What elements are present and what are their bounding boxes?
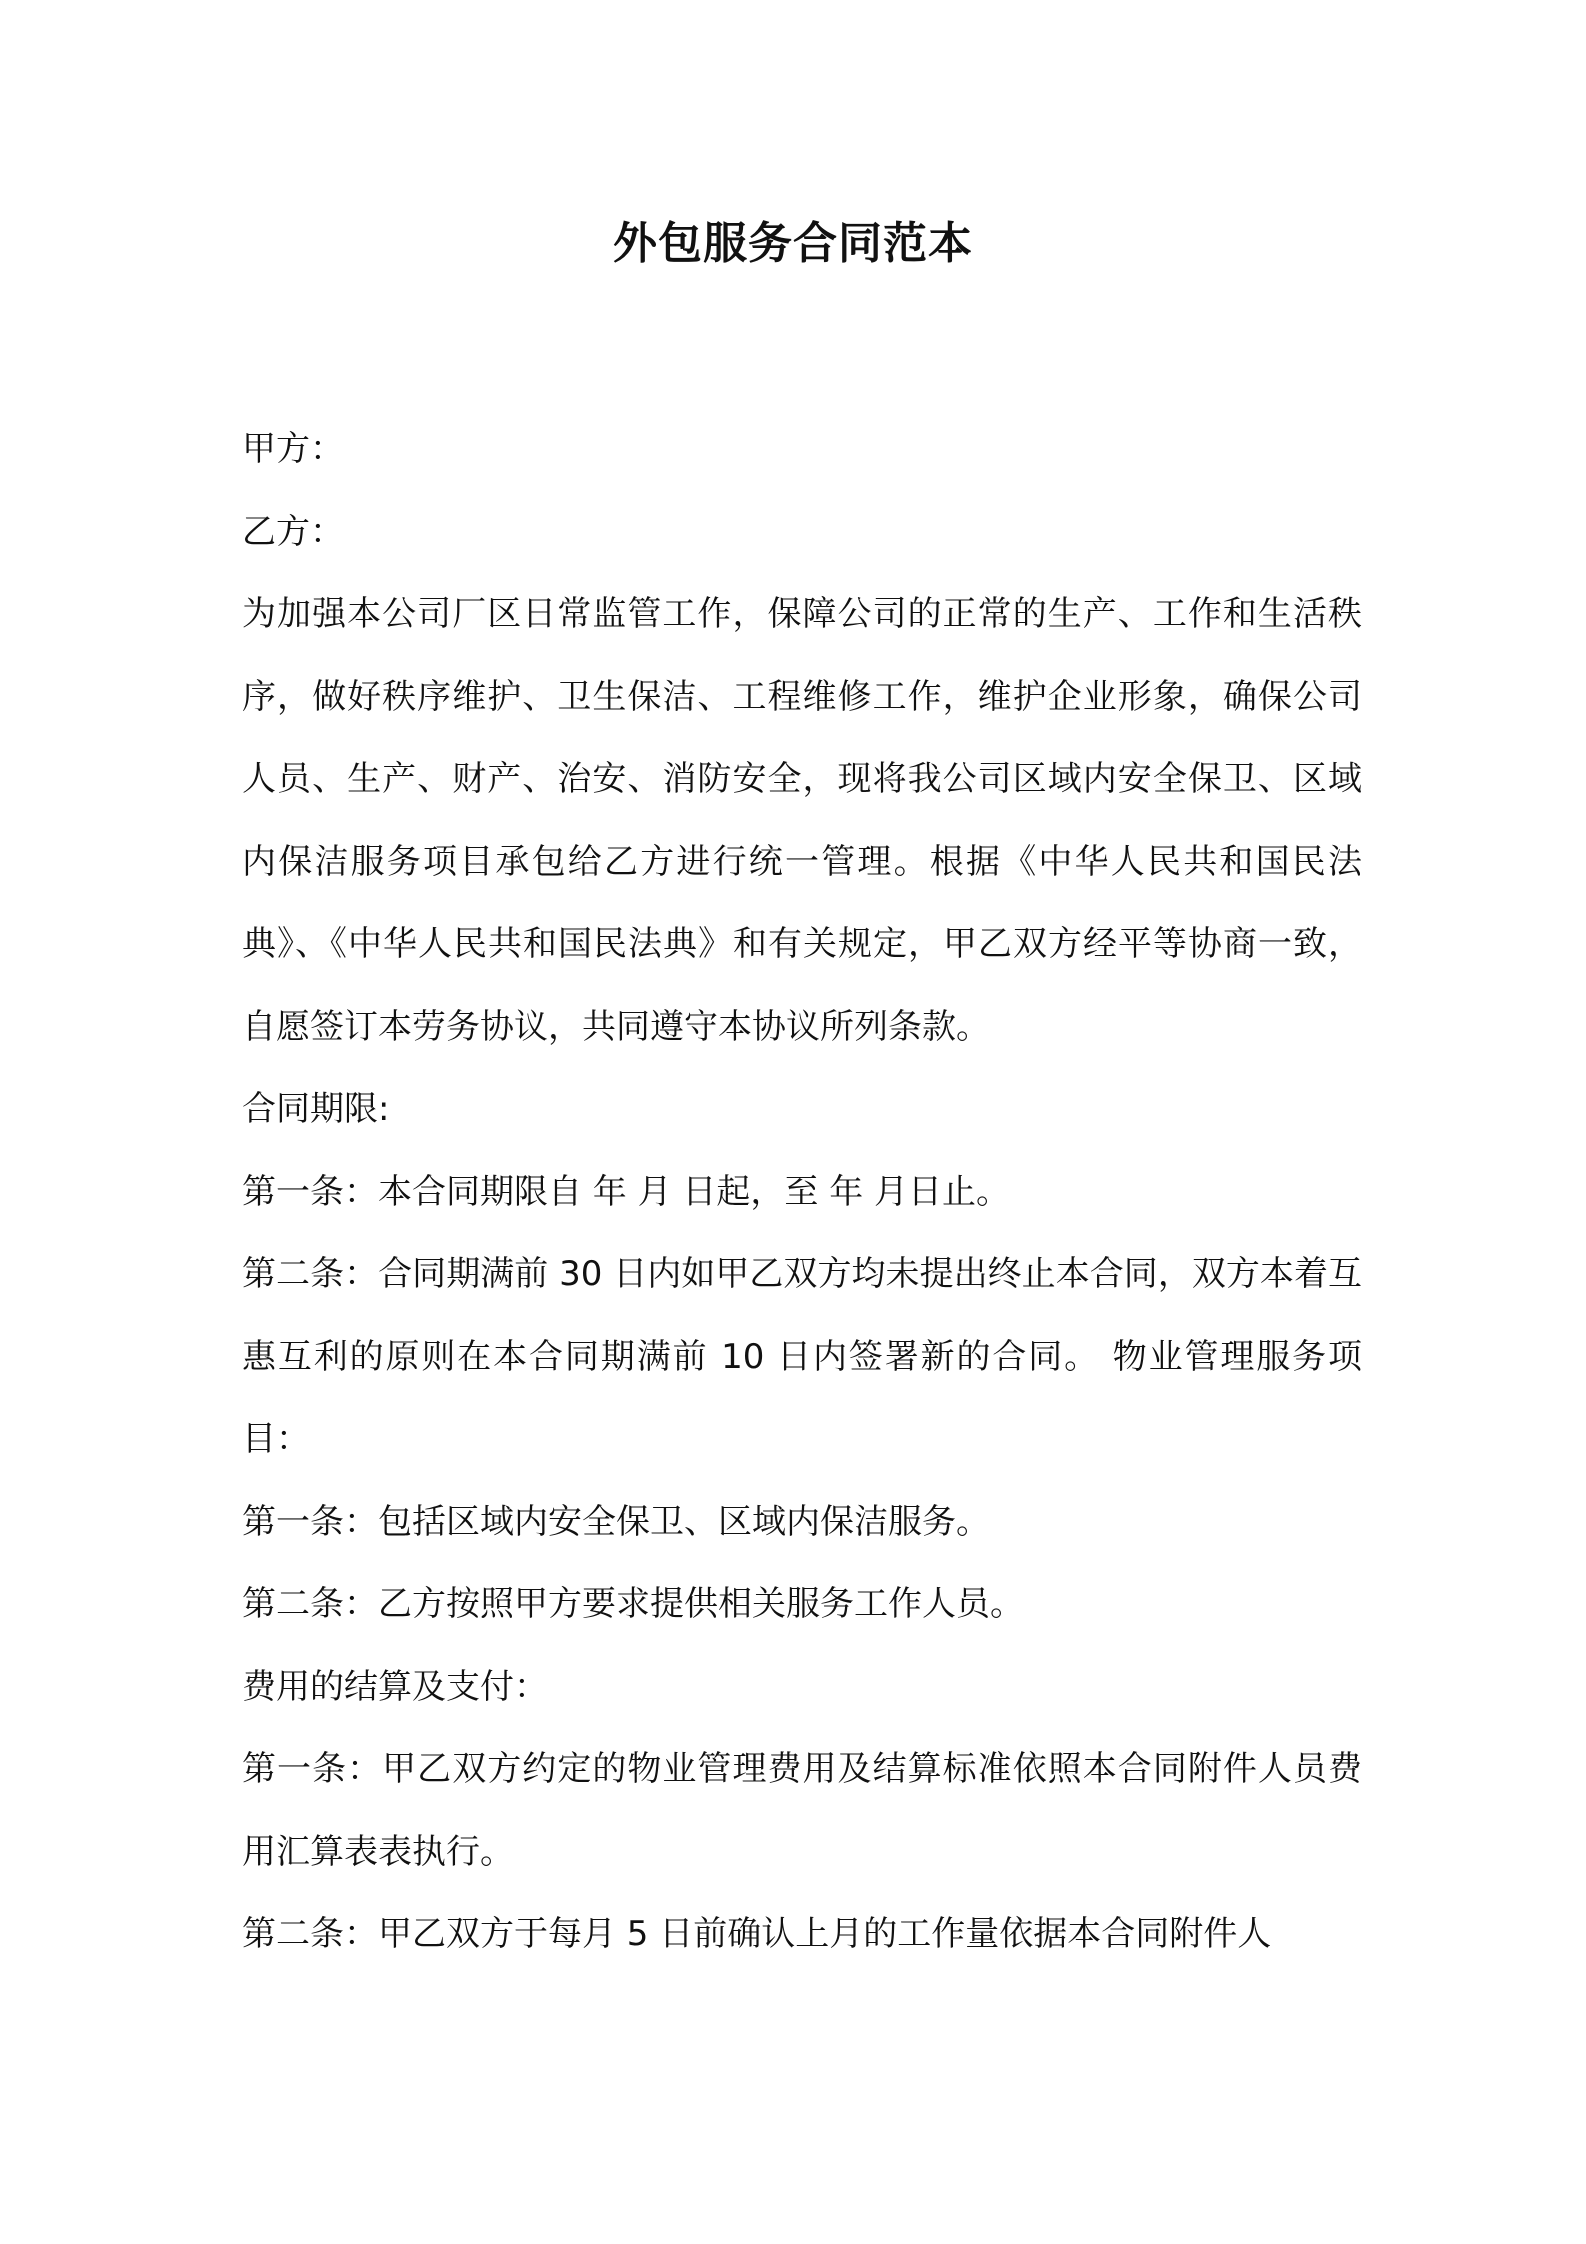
document-title: 外包服务合同范本 (613, 218, 973, 269)
service-article-1: 第一条：包括区域内安全保卫、区域内保洁服务。 (242, 1501, 990, 1542)
term-article-2: 第二条：合同期满前 30 日内如甲乙双方均未提出终止本合同，双方本着互惠互利的原则在本合同期满前 10 日内签署新的合同。 物业管理服务项目： (242, 1254, 1362, 1459)
party-a-line: 甲方： (242, 429, 344, 469)
service-article-2: 第二条：乙方按照甲方要求提供相关服务工作人员。 (242, 1584, 1024, 1624)
payment-article-1: 第一条：甲乙双方约定的物业管理费用及结算标准依照本合同附件人员费用汇算表表执行。 (242, 1749, 1362, 1872)
payment-heading: 费用的结算及支付： (242, 1666, 548, 1707)
party-b-line: 乙方： (242, 511, 344, 552)
term-heading: 合同期限: (242, 1089, 390, 1129)
document-body (242, 408, 1362, 1976)
payment-article-2: 第二条：甲乙双方于每月 5 日前确认上月的工作量依据本合同附件人 (242, 1914, 1272, 1954)
preamble-paragraph: 为加强本公司厂区日常监管工作，保障公司的正常的生产、工作和生活秩序，做好秩序维护、卫生保洁、工程维修工作，维护企业形象，确保公司人员、生产、财产、治安、消防安全，现将我公司区域内安全保卫、区域内保洁服务项目承包给乙方进行统一管理。根据《中华人民共和国民法典》、《中华人民共和国民法典》和有关规定，甲乙双方经平等协商一致，自愿签订本劳务协议，共同遵守本协议所列条款。 (242, 594, 1362, 1047)
term-article-1: 第一条：本合同期限自 年 月 日起，至 年 月日止。 (242, 1171, 1011, 1212)
